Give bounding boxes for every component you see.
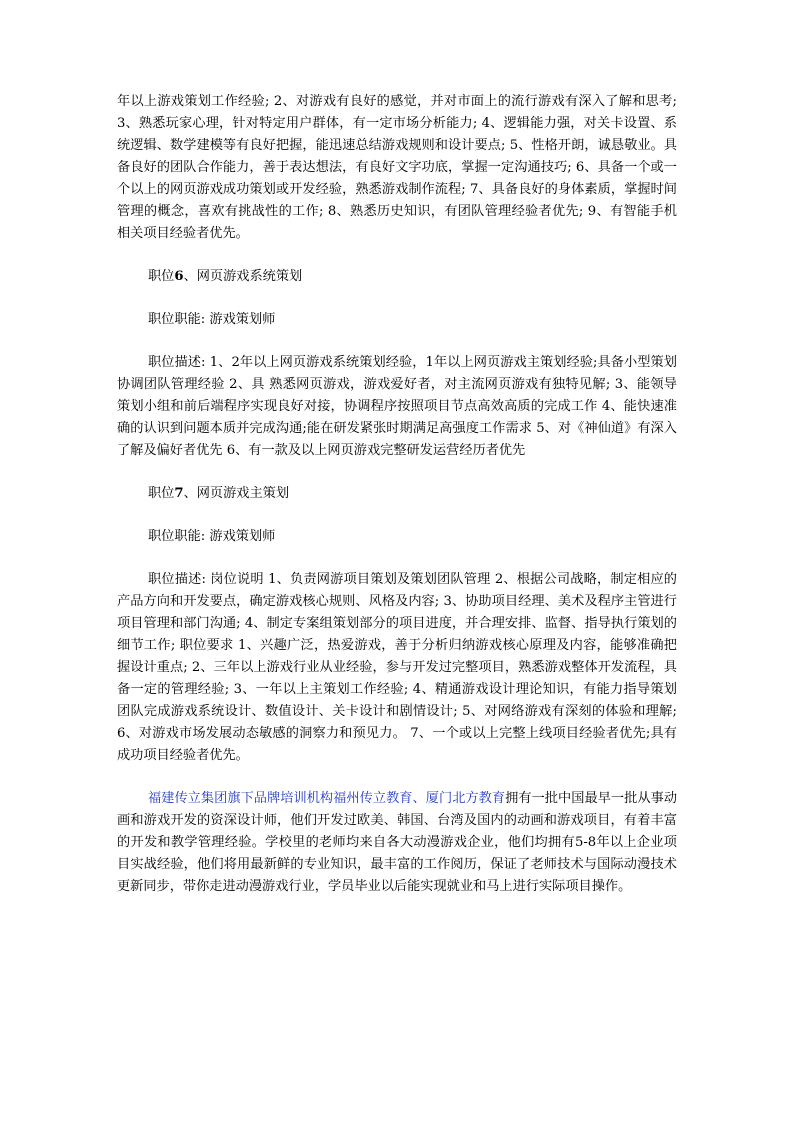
position-6-prefix: 职位 [148,269,175,284]
position-6-number: 6 [174,269,184,284]
spacer [117,331,677,352]
intro-paragraph: 年以上游戏策划工作经验; 2、对游戏有良好的感觉，并对市面上的流行游戏有深入了解和思考; 3、熟悉玩家心理，针对特定用户群体，有一定市场分析能力; 4、逻辑能力强，对关卡设置、系统逻辑、数学建模等有良好把握，能迅速总结游戏规则和设计要点; 5、性格开朗，诚恳敬业。具备良好的团队合作能力，善于表达想法，有良好文字功底，掌握一定沟通技巧; 6、具备一个或一个以上的网页游戏成功策划或开发经验，熟悉游戏制作流程; 7、具备良好的身体素质，掌握时间管理的概念，喜欢有挑战性的工作; 8、熟悉历史知识，有团队管理经验者优先; 9、有智能手机相关项目经验者优先。 [117,94,677,241]
spacer [117,288,677,309]
position-7-number: 7 [174,486,184,501]
spacer [117,548,677,569]
fuzhou-chuanli-link[interactable]: 福建传立集团旗下品牌培训机构福州传立教育 [148,791,413,806]
position-7-title: 、网页游戏主策划 [183,486,290,501]
position-6-description: 职位描述: 1、2年以上网页游戏系统策划经验，1年以上网页游戏主策划经验;具备小型策划协调团队管理经验 2、具 熟悉网页游戏，游戏爱好者，对主流网页游戏有独特见解; 3、能领导策划小组和前后端程序实现良好对接，协调程序按照项目节点高效高质的完成工作 4、能快速准确的认识到问题本质并完成沟通;能在研发紧张时期满足高强度工作需求 5、对《神仙道》有深入了解及偏好者优先 6、有一款及以上网页游戏完整研发运营经历者优先 [117,355,677,458]
closing-text: 拥有一批中国最早一批从事动画和游戏开发的资深设计师，他们开发过欧美、韩国、台湾及国内的动画和游戏项目，有着丰富的开发和教学管理经验。学校里的老师均来自各大动漫游戏企业，他们均拥有5-8年以上企业项目实战经验，他们将用最新鲜的专业知识，最丰富的工作阅历，保证了老师技术与国际动漫技术更新同步，带你走进动漫游戏行业，学员毕业以后能实现就业和马上进行实际项目操作。 [117,791,678,894]
position-7-heading [117,483,677,505]
xiamen-beifang-link[interactable]: 厦门北方教育 [425,791,506,806]
position-6-heading [117,266,677,288]
spacer [117,767,677,788]
position-6-title: 、网页游戏系统策划 [183,269,303,284]
spacer [117,505,677,526]
position-7-prefix: 职位 [148,486,175,501]
closing-paragraph [117,788,677,898]
spacer [117,245,677,266]
document-page [117,91,677,898]
spacer [117,462,677,483]
position-7-function: 职位职能: 游戏策划师 [148,529,276,544]
position-6-function: 职位职能: 游戏策划师 [148,312,276,327]
position-7-description: 职位描述: 岗位说明 1、负责网游项目策划及策划团队管理 2、根据公司战略，制定相应的产品方向和开发要点，确定游戏核心规则、风格及内容; 3、协助项目经理、美术及程序主管进行项目管理和部门沟通; 4、制定专案组策划部分的项目进度，并合理安排、监督、指导执行策划的细节工作; 职位要求 1、兴趣广泛，热爱游戏，善于分析归纳游戏核心原理及内容，能够准确把握设计重点; 2、三年以上游戏行业从业经验，参与开发过完整项目，熟悉游戏整体开发流程，具备一定的管理经验; 3、一年以上主策划工作经验; 4、精通游戏设计理论知识，有能力指导策划团队完成游戏系统设计、数值设计、关卡设计和剧情设计; 5、对网络游戏有深刻的体验和理解; 6、对游戏市场发展动态敏感的洞察力和预见力。 7、一个或以上完整上线项目经验者优先;具有成功项目经验者优先。 [117,572,677,763]
link-separator: 、 [412,791,426,806]
